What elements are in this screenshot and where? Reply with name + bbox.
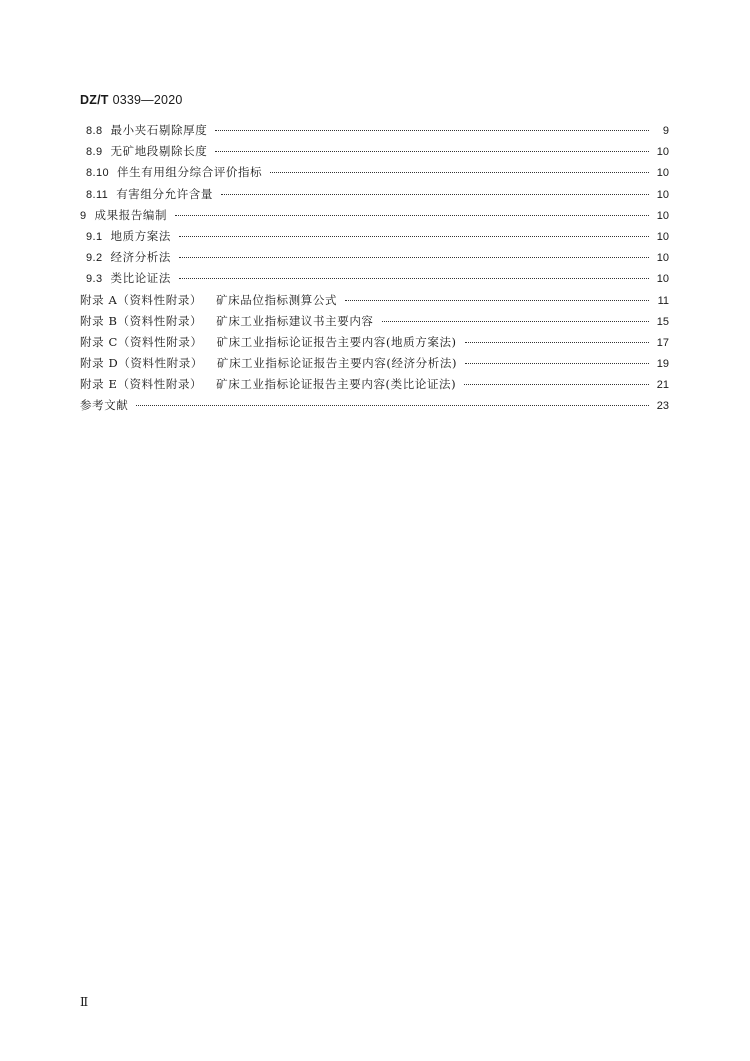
toc-entry-page: 19 (656, 358, 669, 371)
appendix-label: 附录 C（资料性附录） (80, 334, 203, 349)
toc-entry-number: 8.11 (86, 188, 109, 201)
toc-entry-page: 10 (656, 209, 669, 222)
toc-entry-page: 21 (656, 379, 669, 392)
toc-entry[interactable] (80, 122, 669, 143)
toc-entry-title: 最小夹石剔除厚度 (110, 123, 208, 137)
toc-entry-title: 有害组分允许含量 (116, 186, 214, 201)
appendix-label: 附录 D（资料性附录） (80, 356, 203, 371)
toc-leader-dots (465, 363, 649, 364)
toc-leader-dots (345, 300, 649, 301)
toc-entry-references[interactable] (80, 397, 669, 418)
toc-entry-page: 10 (656, 146, 669, 159)
toc-entry-title: 矿床工业指标论证报告主要内容(类比论证法) (216, 377, 457, 392)
toc-entry[interactable] (80, 143, 669, 164)
toc-entry-number: 9.1 (86, 230, 103, 243)
toc-entry-page: 10 (656, 252, 669, 265)
toc-entry-appendix-b[interactable] (80, 313, 669, 334)
toc-entry-page: 15 (656, 315, 669, 328)
toc-entry-appendix-a[interactable] (80, 292, 669, 313)
toc-entry[interactable] (80, 207, 669, 228)
toc-entry-title: 地质方案法 (110, 228, 171, 243)
toc-entry-number: 8.8 (86, 125, 103, 137)
toc-leader-dots (270, 172, 649, 173)
document-code (80, 93, 183, 107)
appendix-label: 附录 E（资料性附录） (80, 377, 203, 392)
page-number: Ⅱ (80, 995, 88, 1009)
toc-leader-dots (136, 405, 649, 406)
toc-entry-title: 经济分析法 (110, 250, 171, 265)
toc-leader-dots (464, 384, 649, 385)
toc-entry-title: 类比论证法 (110, 271, 171, 286)
toc-leader-dots (215, 130, 649, 131)
toc-entry-page: 9 (662, 125, 669, 137)
appendix-label: 附录 A（资料性附录） (80, 292, 203, 307)
toc-entry-title: 参考文献 (80, 398, 129, 413)
toc-entry[interactable] (80, 186, 669, 207)
toc-entry-page: 10 (656, 188, 669, 201)
toc-entry-appendix-e[interactable] (80, 376, 669, 397)
toc-entry-title: 矿床工业指标建议书主要内容 (216, 313, 374, 328)
toc-entry-page: 11 (657, 294, 669, 307)
toc-entry-title: 矿床品位指标测算公式 (216, 292, 338, 307)
toc-entry-title: 矿床工业指标论证报告主要内容(经济分析法) (216, 356, 458, 371)
document-code-prefix: DZ/T (80, 93, 109, 107)
toc-entry-page: 10 (656, 273, 669, 286)
toc-entry-title: 矿床工业指标论证报告主要内容(地质方案法) (216, 334, 457, 349)
appendix-label: 附录 B（资料性附录） (80, 313, 203, 328)
toc-entry-title: 成果报告编制 (94, 207, 168, 222)
toc-leader-dots (179, 278, 649, 279)
toc-leader-dots (382, 321, 649, 322)
toc-entry-title: 无矿地段剔除长度 (110, 144, 208, 159)
table-of-contents (80, 122, 669, 419)
toc-entry[interactable] (80, 249, 669, 270)
document-code-number: 0339—2020 (112, 93, 183, 107)
toc-entry-page: 10 (656, 167, 669, 180)
toc-leader-dots (215, 151, 649, 152)
toc-entry-number: 8.10 (86, 167, 110, 180)
toc-entry[interactable] (80, 164, 669, 185)
toc-entry-appendix-d[interactable] (80, 355, 669, 376)
toc-entry-page: 17 (656, 336, 669, 349)
toc-leader-dots (175, 215, 649, 216)
toc-entry[interactable] (80, 270, 669, 291)
toc-leader-dots (465, 342, 649, 343)
toc-entry-page: 10 (656, 230, 669, 243)
toc-entry-number: 9.2 (86, 252, 103, 265)
toc-leader-dots (179, 236, 649, 237)
toc-entry-page: 23 (656, 400, 669, 413)
toc-entry-number: 8.9 (86, 146, 103, 159)
toc-entry[interactable] (80, 228, 669, 249)
toc-leader-dots (179, 257, 649, 258)
toc-entry-title: 伴生有用组分综合评价指标 (117, 165, 263, 180)
toc-entry-appendix-c[interactable] (80, 334, 669, 355)
toc-leader-dots (221, 194, 649, 195)
toc-entry-number: 9 (80, 209, 87, 222)
toc-entry-number: 9.3 (86, 273, 103, 286)
